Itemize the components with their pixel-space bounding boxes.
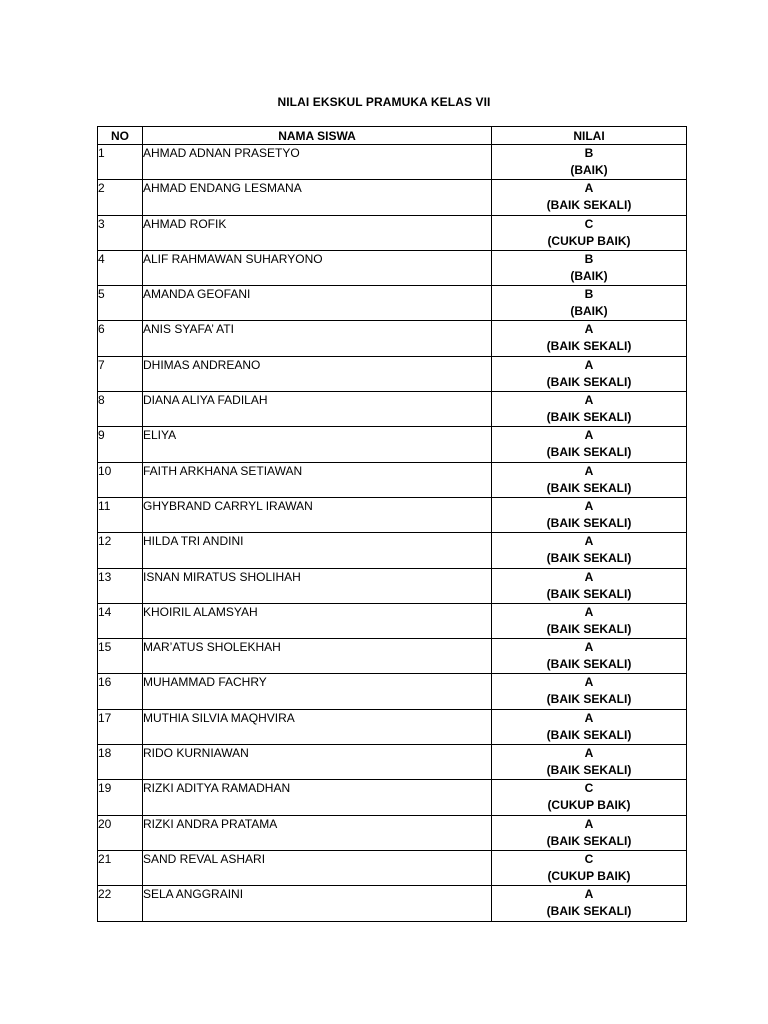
row-number: 2 [98, 180, 143, 215]
grade-letter: C [584, 851, 594, 866]
table-row [98, 356, 687, 391]
row-number: 16 [98, 674, 143, 709]
grades-table [97, 126, 687, 922]
grade-letter: A [584, 393, 594, 408]
table-row [98, 674, 687, 709]
grade-cell [492, 392, 687, 427]
student-name: AHMAD ROFIK [143, 215, 492, 250]
grade-description: (CUKUP BAIK) [547, 868, 631, 883]
row-number: 5 [98, 286, 143, 321]
row-number: 20 [98, 815, 143, 850]
table-row [98, 427, 687, 462]
table-row [98, 850, 687, 885]
grade-letter: A [584, 604, 594, 619]
grade-letter: B [584, 287, 594, 302]
student-name: RIZKI ANDRA PRATAMA [143, 815, 492, 850]
grade-cell [492, 180, 687, 215]
table-row [98, 180, 687, 215]
grade-description: (BAIK SEKALI) [546, 515, 632, 530]
grade-cell [492, 745, 687, 780]
student-name: KHOIRIL ALAMSYAH [143, 603, 492, 638]
header-student-name: NAMA SISWA [143, 127, 492, 145]
grade-cell [492, 850, 687, 885]
grade-letter: A [584, 428, 594, 443]
grade-cell [492, 568, 687, 603]
table-row [98, 533, 687, 568]
grade-cell [492, 462, 687, 497]
grade-cell [492, 780, 687, 815]
grade-description: (BAIK SEKALI) [546, 586, 632, 601]
row-number: 14 [98, 603, 143, 638]
row-number: 3 [98, 215, 143, 250]
grade-letter: A [584, 181, 594, 196]
table-row [98, 497, 687, 532]
table-row [98, 392, 687, 427]
table-row [98, 603, 687, 638]
row-number: 18 [98, 745, 143, 780]
grade-description: (CUKUP BAIK) [547, 233, 631, 248]
student-name: ISNAN MIRATUS SHOLIHAH [143, 568, 492, 603]
table-row [98, 709, 687, 744]
grade-cell [492, 427, 687, 462]
grade-description: (BAIK) [570, 304, 608, 319]
row-number: 4 [98, 250, 143, 285]
grade-description: (BAIK SEKALI) [546, 621, 632, 636]
grade-description: (BAIK SEKALI) [546, 833, 632, 848]
student-name: MUHAMMAD FACHRY [143, 674, 492, 709]
grade-cell [492, 639, 687, 674]
row-number: 15 [98, 639, 143, 674]
row-number: 1 [98, 145, 143, 180]
grade-cell [492, 215, 687, 250]
grade-description: (BAIK SEKALI) [546, 657, 632, 672]
grade-description: (BAIK SEKALI) [546, 410, 632, 425]
grade-letter: B [584, 146, 594, 160]
table-row [98, 250, 687, 285]
grade-letter: A [584, 887, 594, 902]
student-name: AMANDA GEOFANI [143, 286, 492, 321]
table-row [98, 145, 687, 180]
grade-letter: B [584, 251, 594, 266]
grade-letter: A [584, 746, 594, 761]
table-body [98, 145, 687, 922]
grade-cell [492, 145, 687, 180]
grade-cell [492, 356, 687, 391]
grade-description: (BAIK SEKALI) [546, 692, 632, 707]
row-number: 17 [98, 709, 143, 744]
grade-description: (BAIK) [570, 163, 608, 177]
grade-letter: A [584, 710, 594, 725]
row-number: 10 [98, 462, 143, 497]
grade-cell [492, 709, 687, 744]
grade-description: (BAIK SEKALI) [546, 374, 632, 389]
grade-letter: A [584, 675, 594, 690]
grade-letter: C [584, 216, 594, 231]
student-name: ALIF RAHMAWAN SUHARYONO [143, 250, 492, 285]
grade-description: (BAIK SEKALI) [546, 904, 632, 919]
grade-description: (BAIK SEKALI) [546, 727, 632, 742]
table-row [98, 815, 687, 850]
student-name: HILDA TRI ANDINI [143, 533, 492, 568]
row-number: 7 [98, 356, 143, 391]
row-number: 9 [98, 427, 143, 462]
grade-cell [492, 674, 687, 709]
student-name: AHMAD ADNAN PRASETYO [143, 145, 492, 180]
grade-cell [492, 603, 687, 638]
student-name: ELIYA [143, 427, 492, 462]
student-name: RIZKI ADITYA RAMADHAN [143, 780, 492, 815]
table-row [98, 886, 687, 921]
grade-letter: A [584, 640, 594, 655]
student-name: DIANA ALIYA FADILAH [143, 392, 492, 427]
grade-description: (BAIK SEKALI) [546, 480, 632, 495]
header-no: NO [98, 127, 143, 145]
table-header [98, 127, 687, 145]
student-name: DHIMAS ANDREANO [143, 356, 492, 391]
grade-cell [492, 250, 687, 285]
grade-description: (BAIK SEKALI) [546, 551, 632, 566]
grade-cell [492, 815, 687, 850]
student-name: AHMAD ENDANG LESMANA [143, 180, 492, 215]
grade-description: (BAIK SEKALI) [546, 445, 632, 460]
grade-cell [492, 886, 687, 921]
table-row [98, 286, 687, 321]
student-name: SELA ANGGRAINI [143, 886, 492, 921]
grade-cell [492, 321, 687, 356]
table-row [98, 568, 687, 603]
table-row [98, 639, 687, 674]
table-row [98, 780, 687, 815]
grade-cell [492, 286, 687, 321]
header-row [98, 127, 687, 145]
grade-letter: A [584, 322, 594, 337]
header-grade: NILAI [492, 127, 687, 145]
grade-letter: A [584, 816, 594, 831]
student-name: MAR’ATUS SHOLEKHAH [143, 639, 492, 674]
row-number: 19 [98, 780, 143, 815]
grade-letter: C [584, 781, 594, 796]
grade-letter: A [584, 498, 594, 513]
grade-letter: A [584, 463, 594, 478]
grade-letter: A [584, 534, 594, 549]
row-number: 6 [98, 321, 143, 356]
grade-description: (BAIK) [570, 268, 608, 283]
table-row [98, 745, 687, 780]
row-number: 12 [98, 533, 143, 568]
table-row [98, 321, 687, 356]
row-number: 22 [98, 886, 143, 921]
row-number: 21 [98, 850, 143, 885]
grade-cell [492, 497, 687, 532]
row-number: 11 [98, 497, 143, 532]
student-name: MUTHIA SILVIA MAQHVIRA [143, 709, 492, 744]
row-number: 8 [98, 392, 143, 427]
row-number: 13 [98, 568, 143, 603]
table-row [98, 462, 687, 497]
grade-description: (BAIK SEKALI) [546, 763, 632, 778]
student-name: SAND REVAL ASHARI [143, 850, 492, 885]
student-name: FAITH ARKHANA SETIAWAN [143, 462, 492, 497]
grade-letter: A [584, 357, 594, 372]
grade-description: (BAIK SEKALI) [546, 198, 632, 213]
grade-letter: A [584, 569, 594, 584]
grade-description: (CUKUP BAIK) [547, 798, 631, 813]
student-name: ANIS SYAFA’ ATI [143, 321, 492, 356]
student-name: RIDO KURNIAWAN [143, 745, 492, 780]
grade-description: (BAIK SEKALI) [546, 339, 632, 354]
table-row [98, 215, 687, 250]
student-name: GHYBRAND CARRYL IRAWAN [143, 497, 492, 532]
page-title: NILAI EKSKUL PRAMUKA KELAS VII [277, 95, 491, 109]
grade-cell [492, 533, 687, 568]
